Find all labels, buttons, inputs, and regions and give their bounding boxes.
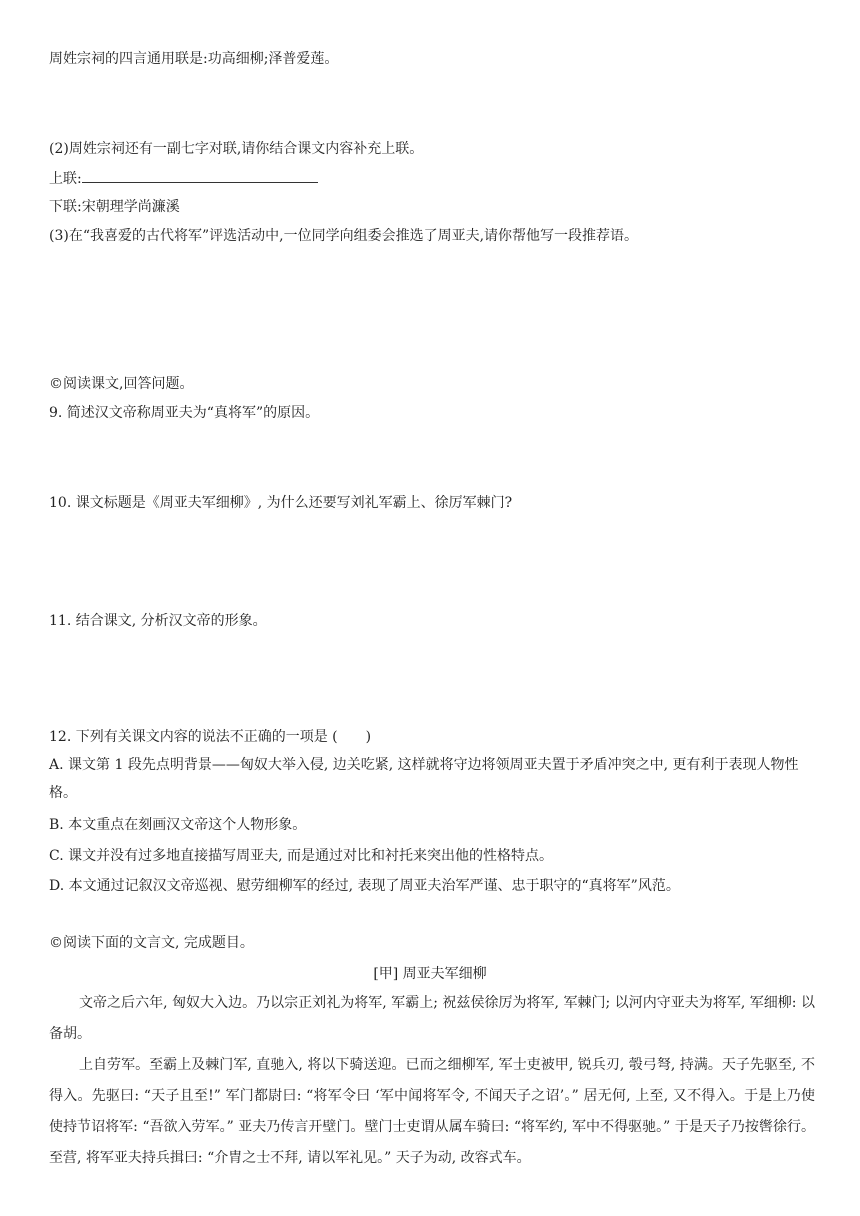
upper-couplet-blank[interactable]: [82, 168, 318, 183]
question-11: 11. 结合课文, 分析汉文帝的形象。: [49, 613, 267, 629]
option-d: D. 本文通过记叙汉文帝巡视、慰劳细柳军的经过, 表现了周亚夫治军严谨、忠于职守的“真将军”风范。: [49, 878, 680, 894]
upper-couplet-line: [49, 168, 318, 189]
lower-couplet: 下联:宋朝理学尚濂溪: [49, 199, 180, 215]
option-a: A. 课文第 1 段先点明背景——匈奴大举入侵, 边关吃紧, 这样就将守边将领周亚夫置于矛盾冲突之中, 更有利于表现人物性格。: [49, 757, 799, 801]
upper-couplet-label: 上联:: [49, 171, 82, 187]
couplet-general-text: 周姓宗祠的四言通用联是:功高细柳;泽普爱莲。: [49, 51, 339, 67]
question-12: 12. 下列有关课文内容的说法不正确的一项是 ( ): [49, 729, 372, 745]
section-instruction-2: ©阅读下面的文言文, 完成题目。: [49, 935, 254, 951]
passage-paragraph-1: 文帝之后六年, 匈奴大入边。乃以宗正刘礼为将军, 军霸上; 祝兹侯徐厉为将军, 军棘门; 以河内守亚夫为将军, 军细柳: 以备胡。: [49, 995, 815, 1042]
option-c: C. 课文并没有过多地直接描写周亚夫, 而是通过对比和衬托来突出他的性格特点。: [49, 848, 554, 864]
passage-paragraph-2: 上自劳军。至霸上及棘门军, 直驰入, 将以下骑送迎。已而之细柳军, 军士吏被甲, 锐兵刃, 彀弓弩, 持满。天子先驱至, 不得入。先驱曰: “天子且至!” 军门都尉曰: “将军令曰 ‘军中闻将军令, 不闻天子之诏’。” 居无何, 上至, 又不得入。于是上乃使使持节诏将军: “吾欲入劳军。” 亚夫乃传言开壁门。壁门士吏谓从属车骑曰: “将军约, 军中不得驱驰。” 于是天子乃按辔徐行。至营, 将军亚夫持兵揖曰: “介胄之士不拜, 请以军礼见。” 天子为动, 改容式车。: [49, 1057, 815, 1166]
section-instruction-1: ©阅读课文,回答问题。: [49, 376, 194, 392]
option-b: B. 本文重点在刻画汉文帝这个人物形象。: [49, 817, 307, 833]
question-9: 9. 简述汉文帝称周亚夫为“真将军”的原因。: [49, 405, 320, 421]
question-10: 10. 课文标题是《周亚夫军细柳》, 为什么还要写刘礼军霸上、徐厉军棘门?: [49, 495, 513, 511]
question-2: (2)周姓宗祠还有一副七字对联,请你结合课文内容补充上联。: [49, 141, 424, 157]
question-3: (3)在“我喜爱的古代将军”评选活动中,一位同学向组委会推选了周亚夫,请你帮他写一段推荐语。: [49, 228, 639, 244]
passage-title: [甲] 周亚夫军细柳: [373, 966, 487, 982]
